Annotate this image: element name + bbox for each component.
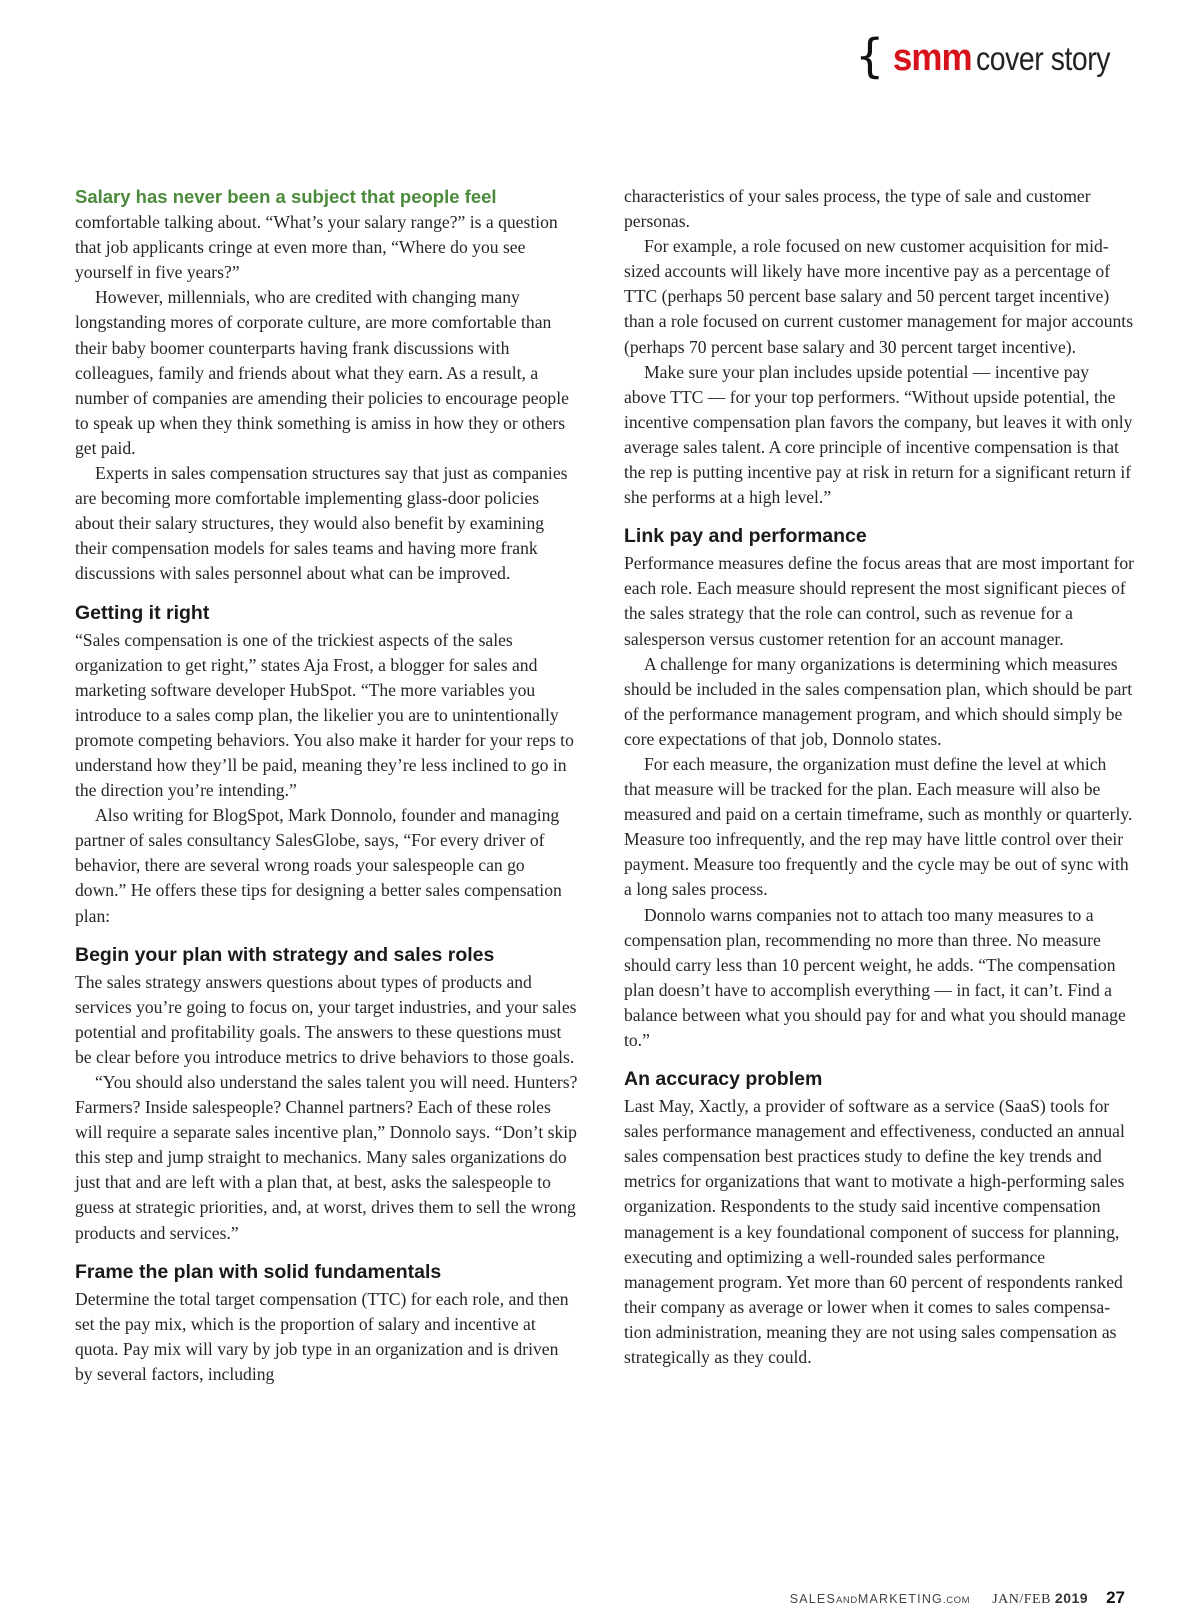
body-paragraph: Make sure your plan includes upside potential — incentive pay above TTC — for your top performers. “Without upside potential, the incentive compensation plan favors the company, but leaves it with only average sales talent. A core principle of incentive compensation is that the rep is putting incentive pay at risk in return for a significant return if she performs at a high level.” [624,361,1133,508]
site-part: AND [836,1595,858,1606]
section-label: cover story [976,40,1111,77]
page-number: 27 [1106,1588,1125,1607]
body-paragraph: “You should also understand the sales talent you will need. Hunters? Farmers? Inside salespeople? Channel partners? Each of these roles will require a separate sales incentive plan,” Donnolo says. “Don’t skip this step and jump straight to mechanics. Many sales organizations do just that and are left with a plan that, at best, asks the salespeople to guess at strategic priorities, and, at worst, drives them to sell the wrong products and services.” [75,1072,578,1243]
page-footer [790,1588,1125,1608]
body-paragraph: Donnolo warns companies not to attach too many measures to a compensation plan, recommending no more than three. No measure should carry less than 10 percent weight, he adds. “The compensation plan doesn’t have to accomplish everything — in fact, it can’t. Find a balance between what you should pay for and what you should manage to.” [624,904,1126,1050]
body-paragraph: Experts in sales compensation structures say that just as companies are becoming more comfortable implementing glass-door policies about their salary structures, they would also benefit by examining their compensation models for sales teams and having more frank discussions with sales personnel about what can be improved. [75,463,568,584]
body-paragraph: Last May, Xactly, a provider of software as a service (SaaS) tools for sales performance management and effectiveness, conducted an annual sales compensation best practices study to define the key trends and metrics for organizations that want to motivate a high-performing sales organization. Respondents to the study said incentive compensation management is a key foundational component of success for planning, executing and optimizing a well-rounded sales performance management program. Yet more than 60 percent of respondents ranked their company as average or lower when it comes to sales compensa-tion administration, meaning they are not using sales compensation as strategically as they could. [624,1096,1125,1368]
right-column [624,184,1134,1370]
issue-month: JAN/FEB [992,1592,1051,1607]
body-paragraph: Also writing for BlogSpot, Mark Donnolo, founder and managing partner of sales consultancy SalesGlobe, says, “For every driver of behavior, there are several wrong roads your salespeople can go down.” He offers these tips for designing a better sales compensation plan: [75,805,562,926]
masthead [855,29,1132,83]
site-part: MARKETING [857,1592,943,1606]
brand-logo: smm [893,37,973,79]
body-paragraph: characteristics of your sales process, the type of sale and customer personas. [624,186,1091,232]
subhead-link-pay: Link pay and performance [624,525,867,548]
subhead-frame-the-plan: Frame the plan with solid fundamentals [75,1260,442,1283]
body-paragraph: The sales strategy answers questions about types of products and services you’re going to focus on, your target industries, and your sales potential and profitability goals. The answers to these questions must be clear before you introduce metrics to drive behaviors to those goals. [75,971,577,1067]
issue-year: 2019 [1054,1590,1089,1606]
masthead-brace: { [855,29,885,83]
body-paragraph: Performance measures define the focus areas that are most important for each role. Each measure should represent the most significant pieces of the sales strategy that the role can control, such as revenue for a salesperson versus customer retention for an account manager. [624,553,1135,649]
body-paragraph: For example, a role focused on new customer acquisition for mid-sized accounts will likely have more incentive pay as a percentage of TTC (perhaps 50 percent base salary and 50 percent target incentive) than a role focused on current customer management for major accounts (perhaps 70 percent base salary and 30 percent target incentive). [624,236,1134,357]
issue-date [992,1590,1088,1608]
body-paragraph: A challenge for many organizations is determining which measures should be included in the sales compensation plan, which should be part of the performance management program, and which should simply be core expectations of that job, Donnolo states. [624,653,1133,749]
body-paragraph: Determine the total target compensation (TTC) for each role, and then set the pay mix, which is the proportion of salary and incentive at quota. Pay mix will vary by job type in an organization and is driven by several factors, including [75,1288,569,1384]
body-paragraph: However, millennials, who are credited with changing many longstanding mores of corporate culture, are more comfortable than their baby boomer counterparts having frank discussions with colleagues, family and friends about what they earn. As a result, a number of companies are amending their policies to encourage people to speak up when they think something is amiss in how they or others get paid. [75,287,569,458]
website-url [790,1592,971,1606]
lead-paragraph [75,184,580,285]
lead-text: comfortable talking about. “What’s your salary range?” is a question that job applicants cringe at even more than, “Where do you see yourself in five years?” [75,212,558,283]
body-paragraph: “Sales compensation is one of the trickiest aspects of the sales organization to get right,” states Aja Frost, a blogger for sales and marketing software developer HubSpot. “The more variables you introduce to a sales comp plan, the likelier you are to unintentionally promote competing behaviors. You also make it harder for your reps to understand how they’ll be paid, meaning they’re less inclined to go in the direction you’re intending.” [75,629,574,801]
left-column [75,184,580,1387]
subhead-begin-your-plan: Begin your plan with strategy and sales roles [75,943,495,966]
lead-in: Salary has never been a subject that people feel [75,186,497,207]
subhead-accuracy-problem: An accuracy problem [624,1068,823,1091]
body-paragraph: For each measure, the organization must define the level at which that measure will be tracked for the plan. Each measure will also be measured and paid on a certain timeframe, such as monthly or quarterly. Measure too infrequently, and the rep may have little control over their payment. Measure too frequently and the cycle may be out of sync with a long sales process. [624,753,1133,900]
site-part: .COM [942,1595,971,1606]
subhead-getting-it-right: Getting it right [75,601,210,624]
site-part: SALES [789,1592,836,1606]
